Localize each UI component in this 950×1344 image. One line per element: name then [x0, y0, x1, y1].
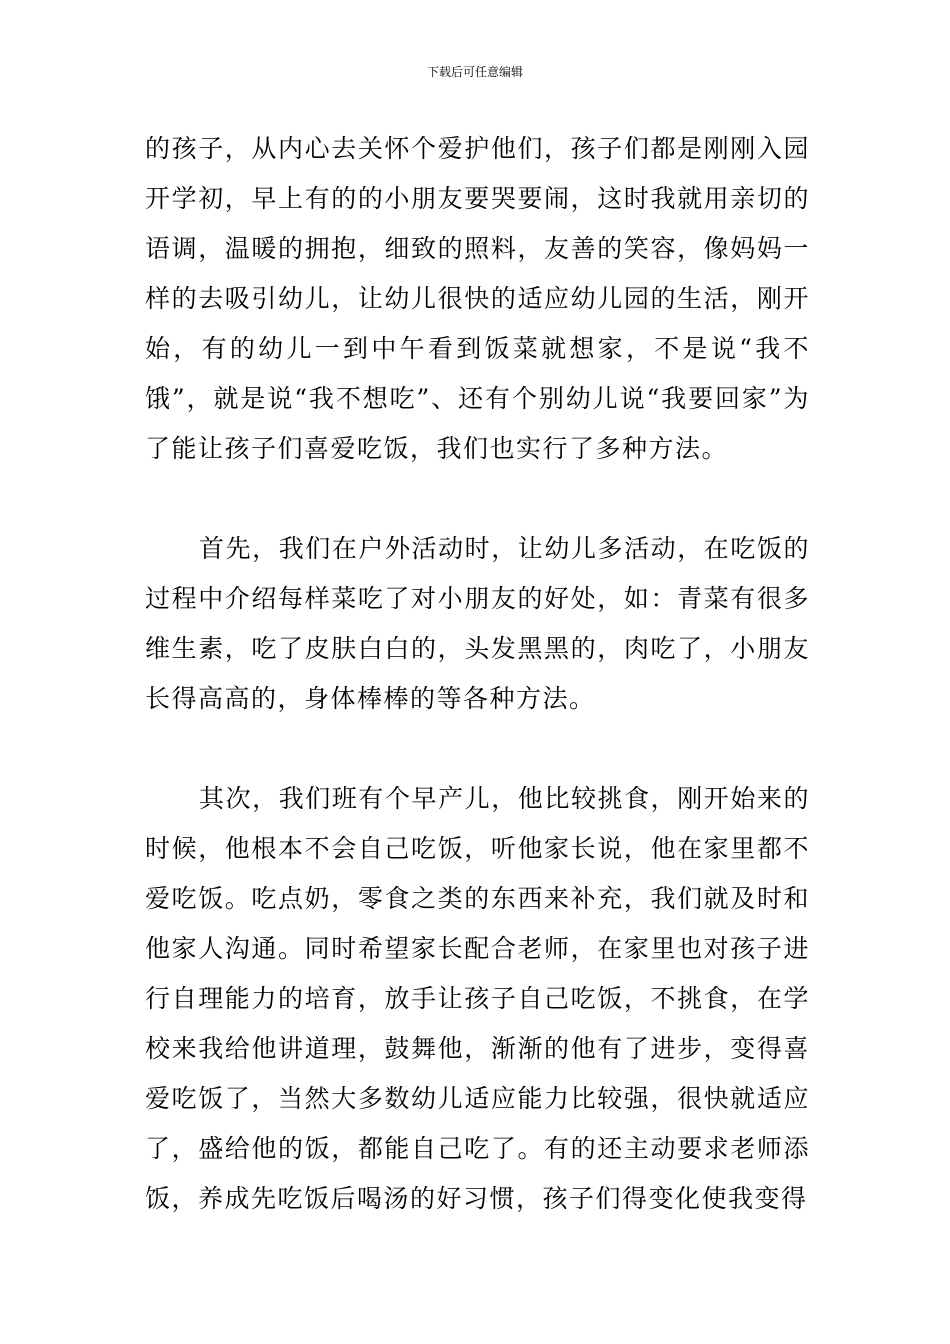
document-body [145, 124, 810, 1224]
paragraph-continuation: 的孩子，从内心去关怀个爱护他们，孩子们都是刚刚入园开学初，早上有的的小朋友要哭要闹，这时我就用亲切的语调，温暖的拥抱，细致的照料，友善的笑容，像妈妈一样的去吸引幼儿，让幼儿很快的适应幼儿园的生活，刚开始，有的幼儿一到中午看到饭菜就想家，不是说“我不饿”，就是说“我不想吃”、还有个别幼儿说“我要回家”为了能让孩子们喜爱吃饭，我们也实行了多种方法。 [145, 134, 810, 463]
paragraph-first: 首先，我们在户外活动时，让幼儿多活动，在吃饭的过程中介绍每样菜吃了对小朋友的好处，如：青菜有很多维生素，吃了皮肤白白的，头发黑黑的，肉吃了，小朋友长得高高的，身体棒棒的等各种方法。 [145, 534, 810, 713]
paragraph-second: 其次，我们班有个早产儿，他比较挑食，刚开始来的时候，他根本不会自己吃饭，听他家长说，他在家里都不爱吃饭。吃点奶，零食之类的东西来补充，我们就及时和他家人沟通。同时希望家长配合老师，在家里也对孩子进行自理能力的培育，放手让孩子自己吃饭，不挑食，在学校来我给他讲道理，鼓舞他，渐渐的他有了进步，变得喜爱吃饭了，当然大多数幼儿适应能力比较强，很快就适应了，盛给他的饭，都能自己吃了。有的还主动要求老师添饭，养成先吃饭后喝汤的好习惯，孩子们得变化使我变得 [145, 784, 810, 1213]
page-header: 下载后可任意编辑 [426, 65, 523, 79]
